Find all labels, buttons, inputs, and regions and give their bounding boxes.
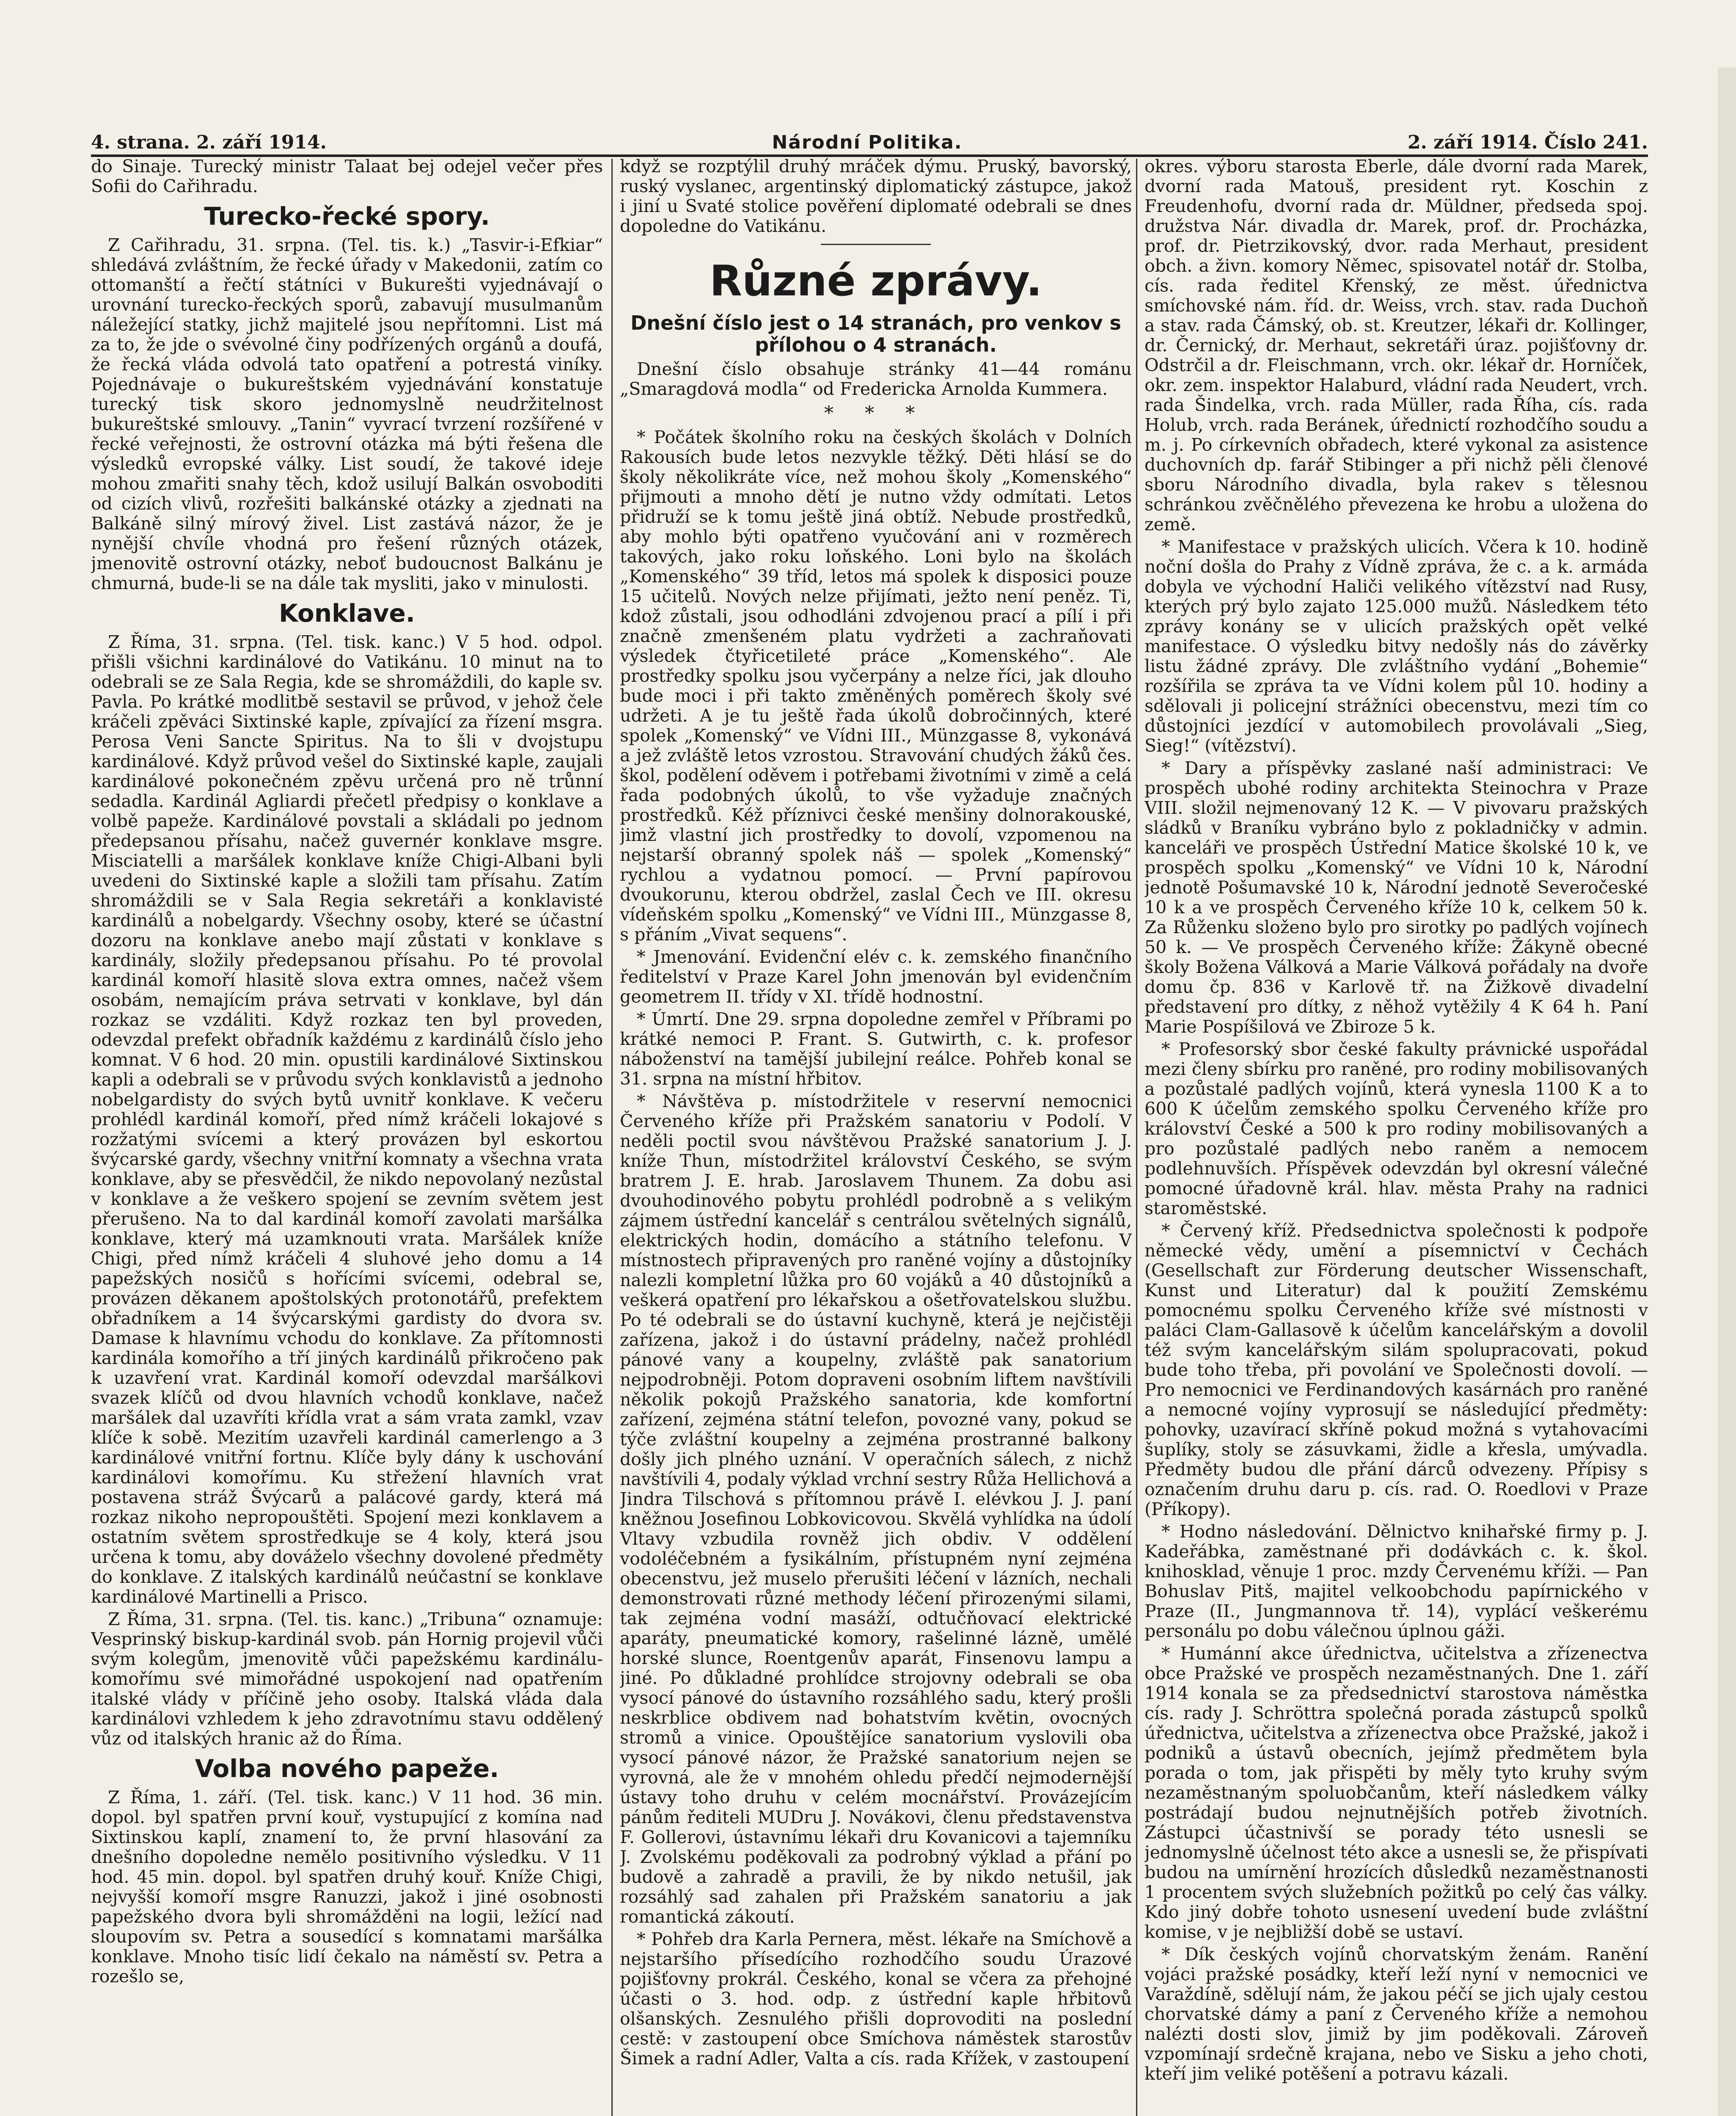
header-masthead: Národní Politika. — [772, 132, 963, 153]
issue-notice: Dnešní číslo jest o 14 stranách, pro venkov s přílohou o 4 stranách. — [630, 311, 1121, 356]
article-heading: Turecko-řecké spory. — [204, 202, 490, 231]
article-heading: Volba nového papeže. — [195, 1754, 499, 1783]
article-text: Z Říma, 1. září. (Tel. tisk. kanc.) V 11 hod. 36 min. dopol. byl spatřen první kouř, vystupující z komína nad Sixtinskou kaplí, znamení to, že první hlasování za dnešního dopoledne nemělo positivního výsledku. V 11 hod. 45 min. dopol. byl spatřen druhý kouř. Kníže Chigi, nejvyšší komoří msgre Ranuzzi, jakož i jiné osobnosti papežského dvora byli shromážděni na logii, ležící nad sloupovím sv. Petra a sousedící s komnatami maršálka konklave. Mnoho tisíc lidí čekalo na náměstí sv. Petra a rozešlo se, — [91, 1787, 603, 1987]
news-item: * Profesorský sbor české fakulty právnické uspořádal mezi členy sbírku pro raněné, pro rodiny mobilisovaných a pozůstalé padlých vojínů, která vynesla 1100 K a to 600 K účelům zemského spolku Červeného kříže pro království České a 500 k pro rodiny mobilisovaných a pro pozůstalé padlých nebo raněm a nemocem podlehnuvších. Příspěvek odevzdán byl okresní válečné pomocné úřadovně král. hlav. města Prahy na radnici staroměstské. — [1144, 1039, 1648, 1218]
news-item: * Manifestace v pražských ulicích. Včera k 10. hodině noční došla do Prahy z Vídně zpráva, že c. a k. armáda dobyla ve východní Haliči velikého vítězství nad Rusy, kterých prý bylo zajato 125.000 mužů. Následkem této zprávy konány se v ulicích pražských opět velké manifestace. O výsledku bitvy nedošly nás do závěrky listu žádné zprávy. Dle zvláštního vydání „Bohemie“ rozšířila se zpráva ta ve Vídni kolem půl 10. hodiny a sdělovali ji policejní strážníci obecenstvu, mezi tím co důstojníci jezdící v automobilech provolávali „Sieg, Sieg!“ (vítězství). — [1144, 537, 1648, 756]
column-1 — [91, 157, 603, 2116]
page-header — [91, 127, 1648, 153]
article-text: okres. výboru starosta Eberle, dále dvorní rada Marek, dvorní rada Matouš, president ryt. Koschin z Freudenhofu, dvorní rada dr. Müldner, předseda spoj. družstva Nár. divadla dr. Marek, prof. dr. Procházka, prof. dr. Pietrzikovský, dvor. rada Merhaut, president obch. a živn. komory Němec, spisovatel notář dr. Stolba, cís. rada ředitel Křenský, ze měst. úřednictva smíchovské nám. říd. dr. Weiss, vrch. stav. rada Duchoň a stav. rada Čámský, ob. st. Kreutzer, lékaři dr. Kollinger, dr. Černický, dr. Merhaut, sekretáři úraz. pojišťovny dr. Odstrčil a dr. Fleischmann, vrch. okr. lékař dr. Horníček, okr. zem. inspektor Halaburd, vládní rada Neudert, vrch. rada Šindelka, vrch. rada Müller, rada Říha, cís. rada Holub, vrch. rada Beránek, úřednictí rozhodčího soudu a m. j. Po církevních obřadech, které vykonal za asistence duchovních dp. farář Stibinger a při nichž pěli členové sboru Národního divadla, byla rakev s tělesnou schránkou zvěčnělého převezena ke hrobu a uložena do země. — [1144, 157, 1648, 535]
news-item: * Pohřeb dra Karla Pernera, měst. lékaře na Smíchově a nejstaršího přísedícího rozhodčího soudu Úrazové pojišťovny prokrál. Českého, konal se včera za přehojné účasti o 3. hod. odp. z ústřední kaple hřbitovů olšanských. Zesnulého přišli doprovoditi na poslední cestě: v zastoupení obce Smíchova náměstek starostův Šimek a radní Adler, Valta a cís. rada Křížek, v zastoupení — [620, 1929, 1132, 2069]
header-right: 2. září 1914. Číslo 241. — [1407, 132, 1648, 153]
news-item: * Návštěva p. místodržitele v reservní nemocnici Červeného kříže při Pražském sanatoriu v Podolí. V neděli poctil svou návštěvou Pražské sanatorium J. J. kníže Thun, místodržitel království Českého, se svým bratrem J. E. hrab. Jaroslavem Thunem. Za dobu asi dvouhodinového pobytu prohlédl podrobně a s velikým zájmem ústřední kancelář s centrálou světelných signálů, elektrických hodin, domácího a státního telefonu. V místnostech připravených pro raněné vojíny a důstojníky nalezli kompletní lůžka pro 60 vojáků a 40 důstojníků a veškerá opatření pro lékařskou a ošetřovatelskou službu. Po té odebrali se do ústavní kuchyně, která je nejčistěji zařízena, jakož i do ústavní prádelny, načež prohlédl pánové vany a koupelny, zvláště pak sanatorium nejpodrobněji. Potom dopraveni osobním liftem navštívili několik pokojů Pražského sanatoria, kde komfortní zařízení, zejména státní telefon, povozné vany, pokud se týče zvláštní koupelny a zejména prostranné balkony došly jich plného uznání. V operačních sálech, z nichž navštívili 4, podaly výklad vrchní sestry Růža Hellichová a Jindra Tilschová s přítomnou právě I. elévkou J. J. paní kněžnou Josefinou Lobkovicovou. Skvělá vyhlídka na údolí Vltavy vzbudila rovněž jich obdiv. V oddělení vodoléčebném a fysikálním, přístupném nyní zejména obecenstvu, jež muselo přerušiti léčení v lázních, nechali demonstrovati různé methody léčení přirozenými silami, tak zejména vodní masáží, odtučňovací elektrické aparáty, pneumatické komory, rašelinné lázně, umělé horské slunce, Roentgenův aparát, Finsenovu lampu a jiné. Po důkladné prohlídce strojovny odebrali se oba vysocí pánové do ústavního rozsáhlého sadu, který prošli neskrblice obdivem nad bohatstvím květin, ovocných stromů a vinice. Opouštějíce sanatorium vyslovili oba vysocí pánové názor, že Pražské sanatorium nejen se vyrovná, ale že v mnohém ohledu předčí nejmodernější ústavy toho druhu v celém mocnářství. Provázejícím pánům řediteli MUDru J. Novákovi, členu představenstva F. Gollerovi, ústavnímu lékaři dru Kovanicovi a tajemníku J. Zvolskému poděkovali za podrobný výklad a přání po budově a zahradě a pravili, že by nikdo netušil, jak rozsáhlý sad zahalen při Pražském sanatoriu a jak romantická zákoutí. — [620, 1091, 1132, 1927]
article-text: do Sinaje. Turecký ministr Talaat bej odejel večer přes Sofii do Cařihradu. — [91, 157, 603, 196]
news-item: * Dík českých vojínů chorvatským ženám. Ranění vojáci pražské posádky, kteří leží nyní v nemocnici ve Varaždíně, sdělují nám, že jakou péčí se jich ujaly cestou chorvatské dámy a paní z Červeného kříže a nemohou nalézti dosti slov, jimiž by jim poděkovali. Zároveň vzpomínají srdečně krajana, nebo ve Sisku a jeho choti, kteří jim veliké potěšení a potravu kázali. — [1144, 1944, 1648, 2084]
column-divider — [1136, 159, 1137, 2116]
header-left: 4. strana. 2. září 1914. — [91, 132, 327, 153]
section-heading: Různé zprávy. — [710, 256, 1042, 306]
column-divider — [611, 159, 613, 2116]
section-separator — [821, 244, 931, 245]
news-item: * Červený kříž. Předsednictva společnosti k podpoře německé vědy, umění a písemnictví v Čechách (Gesellschaft zur Förderung deutscher Wissenschaft, Kunst und Literatur) dal k použití Zemskému pomocnému spolku Červeného kříže své místnosti v paláci Clam-Gallasově k účelům kancelářským a dovolil též svým kancelářským silám spolupracovati, pokud bude toho třeba, při povolání ve Společnosti dovolí. — Pro nemocnici ve Ferdinandových kasárnách pro raněné a nemocné vojíny vyprosují se následující předměty: pohovky, uzavírací skříně pokud možná s vytahovacími šuplíky, stoly se zásuvkami, židle a křesla, umývadla. Předměty budou dle přání dárců odvezeny. Přípisy s označením druhu daru p. cís. rad. O. Roedlovi v Praze (Příkopy). — [1144, 1221, 1648, 1519]
article-text: Z Říma, 31. srpna. (Tel. tisk. kanc.) V 5 hod. odpol. přišli všichni kardinálové do Vatikánu. 10 minut na to odebrali se ze Sala Regia, kde se shromáždili, do kaple sv. Pavla. Po krátké modlitbě sestavil se průvod, v jehož čele kráčeli zpěváci Sixtinské kaple, zpívající za řízení msgra. Perosa Veni Sancte Spiritus. Na to šli v dvojstupu kardinálové. Když průvod vešel do Sixtinské kaple, zaujali kardinálové pokonečném zpěvu určená pro ně trůnní sedadla. Kardinál Agliardi přečetl předpisy o konklave a volbě papeže. Kardinálové povstali a skládali po jednom předepsanou přísahu, načež guvernér konklave msgre. Misciatelli a maršálek konklave kníže Chigi-Albani byli uvedeni do Sixtinské kaple a složili tam přísahu. Zatím shromáždili se v Sala Regia sekretáři a konklavisté kardinálů a nobelgardy. Všechny osoby, které se účastní dozoru na konklave anebo mají zůstati v konklave s kardinály, složily předepsanou přísahu. Po té provolal kardinál komoří hlasitě slova extra omnes, načež všem osobám, nemajícím práva setrvati v konklave, byl dán rozkaz se vzdáliti. Když rozkaz ten byl proveden, odevzdal prefekt obřadník každému z kardinálů číslo jeho komnat. V 6 hod. 20 min. opustili kardinálové Sixtinskou kapli a odebrali se v průvodu svých konklavistů a jednoho nobelgardisty do svých bytů uvnitř konklave. K večeru prohlédl kardinál komoří, před nímž kráčeli lokajové s rozžatými svícemi a který provázen byl eskortou švýcarské gardy, všechny vnitřní komnaty a všechna vrata konklave, aby se přesvědčil, že nikdo nepovolaný nezůstal v konklave a že veškero spojení se zevním světem jest přerušeno. Na to dal kardinál komoří zavolati maršálka konklave, který má uzamknouti vrata. Maršálek kníže Chigi, před nímž kráčeli 4 sluhové jeho domu a 14 papežských nosičů s hořícími svícemi, odebral se, provázen děkanem apoštolských protonotářů, prefektem obřadníkem a 14 švýcarskými gardisty do dvora sv. Damase k hlavnímu vchodu do konklave. Za přítomnosti kardinála komořího a tří jiných kardinálů přikročeno pak k uzavření vrat. Kardinál komoří odevzdal maršálkovi svazek klíčů od dvou hlavních vchodů konklave, načež maršálek dal uzavříti křídla vrat a sám vrata zamkl, vzav klíče k sobě. Mezitím uzavřeli kardinál camerlengo a 3 kardinálové vnitřní fortnu. Klíče byly dány k uschování kardinálovi komořímu. Ku střežení hlavních vrat postavena stráž Švýcarů a palácové gardy, která má rozkaz nikoho nepropouštěti. Spojení mezi konklavem a ostatním světem sprostředkuje se 4 koly, která jsou určena k tomu, aby dováželo všechny dovolené předměty do konklave. Z italských kardinálů neúčastní se konklave kardinálové Martinelli a Prisco. — [91, 632, 603, 1607]
article-text: Z Cařihradu, 31. srpna. (Tel. tis. k.) „Tasvir-i-Efkiar“ shledává zvláštním, že řecké úřady v Makedonii, zatím co ottomanští a řečtí státníci v Bukurešti vyjednávají o urovnání turecko-řeckých sporů, zabavují musulmanům náležející statky, jichž majitelé jsou nepřítomni. List má za to, že jde o svévolné činy podřízených orgánů a doufá, že řecká vláda odvolá tato opatření a potrestá viníky. Pojednávaje o bukureštském vyjednávání konstatuje turecký tisk skoro jednomyslně neudržitelnost bukureštské smlouvy. „Tanin“ vyvrací tvrzení rozšířené v řecké veřejnosti, že ostrovní otázka má býti řešena dle výsledků evropské války. List soudí, že takové ideje mohou zmařiti snahy těch, kdož usilují Balkán osvoboditi od cizích vlivů, rozřešiti balkánské otázky a zjednati na Balkáně silný mírový živel. List zastává názor, že je nynější chvíle vhodná pro řešení různých otázek, jmenovitě ostrovní otázky, neboť budoucnost Balkánu je chmurná, bude-li se na dále tak mysliti, jako v minulosti. — [91, 235, 603, 593]
column-2 — [620, 157, 1132, 2116]
news-item: * Počátek školního roku na českých školách v Dolních Rakousích bude letos nezvykle těžký. Děti hlásí se do školy několikráte více, než mohou školy „Komenského“ přijmouti a mnoho dětí je nutno vždy odmítati. Letos přidruží se k tomu ještě jiná obtíž. Nebude prostředků, aby mohlo býti opatřeno vyučování ani v rozměrech takových, jako roku loňského. Loni bylo na školách „Komenského“ 39 tříd, letos má spolek k disposici pouze 15 učitelů. Nových nelze přijímati, ježto není peněz. Ti, kdož zůstali, jsou odhodláni zdvojenou prací a pílí i při značně zmenšeném platu vydržeti a zachraňovati výsledek čtyřicetileté práce „Komenského“. Ale prostředky spolku jsou vyčerpány a nelze říci, jak dlouho bude moci i při takto změněných poměrech školy své udržeti. A je tu ještě řada úkolů dobročinných, které spolek „Komenský“ ve Vídni III., Münzgasse 8, vykonává a jež zvláště letos vzrostou. Stravování chudých žáků čes. škol, podělení oděvem i potřebami životními v zimě a celá řada podobných úkolů, to vše vyžaduje značných prostředků. Kéž příznivci české menšiny dolnorakouské, jimž vlastní jich prostředky to dovolí, vzpomenou na nejstarší obranný spolek náš — spolek „Komenský“ rychlou a vydatnou pomocí. — První papírovou dvoukorunu, kterou obdržel, zaslal Čech ve III. okresu vídeňském spolku „Komenský“ ve Vídni III., Münzgasse 8, s přáním „Vivat sequens“. — [620, 427, 1132, 945]
news-item: * Úmrtí. Dne 29. srpna dopoledne zemřel v Příbrami po krátké nemoci P. Frant. S. Gutwirth, c. k. profesor náboženství na tamější jubilejní reálce. Pohřeb konal se 31. srpna na místní hřbitov. — [620, 1009, 1132, 1089]
asterism: * * * — [824, 402, 927, 424]
news-item: * Jmenování. Evidenční elév c. k. zemského finančního ředitelství v Praze Karel John jmenován byl evidenčním geometrem II. třídy v XI. třídě hodnostní. — [620, 947, 1132, 1007]
article-heading: Konklave. — [279, 599, 415, 628]
article-text: Dnešní číslo obsahuje stránky 41—44 románu „Smaragdová modla“ od Fredericka Arnolda Kummera. — [620, 359, 1132, 399]
article-text: Z Říma, 31. srpna. (Tel. tis. kanc.) „Tribuna“ oznamuje: Vesprinský biskup-kardinál svob. pán Hornig projevil vůči svým kolegům, jmenovitě vůči papežskému kardinálu-komořímu své mimořádné uspokojení nad opatřením italské vlády v příčině jeho osoby. Italská vláda dala kardinálovi vzhledem k jeho zdravotnímu stavu oddělený vůz od italských hranic až do Říma. — [91, 1609, 603, 1749]
page-edge-shadow — [1718, 68, 1736, 2116]
article-text: když se rozptýlil druhý mráček dýmu. Pruský, bavorský, ruský vyslanec, argentinský diplomatický zástupce, jakož i jiní u Svaté stolice pověření diplomaté odebrali se dnes dopoledne do Vatikánu. — [620, 157, 1132, 236]
news-item: * Hodno následování. Dělnictvo knihařské firmy p. J. Kadeřábka, zaměstnané při dodávkách c. k. škol. knihosklad, věnuje 1 proc. mzdy Červenému kříži. — Pan Bohuslav Pitš, majitel velkoobchodu papírnického v Praze (II., Jungmannova tř. 14), vyplácí veškerému personálu po dobu válečnou úplnou gáži. — [1144, 1521, 1648, 1641]
column-3 — [1144, 157, 1648, 2116]
news-item: * Humánní akce úřednictva, učitelstva a zřízenectva obce Pražské ve prospěch nezaměstnaných. Dne 1. září 1914 konala se za předsednictví starostova náměstka cís. rady J. Schröttra společná porada zástupců spolků úřednictva, učitelstva a zřízenectva obce Pražské, jakož i podniků a ústavů obecních, jejímž předmětem byla porada o tom, jak přispěti by měly tyto kruhy svým nezaměstnaným spoluobčanům, kteří následkem války postrádají budou nejnutnějších potřeb životních. Zástupci účastnivší se porady této usnesli se jednomyslně účelnost této akce a usnesli se, že přispívati budou na umírnění hrozících důsledků nezaměstnanosti 1 procentem svých služebních požitků po celý čas války. Kdo jiný dobře tohoto usnesení uvedení bude zvláštní komise, v je nejbližší době se ustaví. — [1144, 1643, 1648, 1942]
news-item: * Dary a příspěvky zaslané naší administraci: Ve prospěch ubohé rodiny architekta Steinochra v Praze VIII. složil nejmenovaný 12 K. — V pivovaru pražských sládků v Braníku vybráno bylo z pokladničky v admin. kanceláři ve prospěch Ústřední Matice školské 10 k, ve prospěch spolku „Komenský“ ve Vídni 10 k, Národní jednotě Pošumavské 10 k, Národní jednotě Severočeské 10 k a ve prospěch Červeného kříže 10 k, celkem 50 k. Za Růženku složeno bylo pro sirotky po padlých vojínech 50 k. — Ve prospěch Červeného kříže: Žákyně obecné školy Božena Válková a Marie Válková pořádaly na dvoře domu čp. 836 v Karlově tř. na Žižkově divadelní představení pro dítky, z něhož vytěžily 4 K 64 h. Paní Marie Pospíšilová ve Zbiroze 5 k. — [1144, 758, 1648, 1037]
